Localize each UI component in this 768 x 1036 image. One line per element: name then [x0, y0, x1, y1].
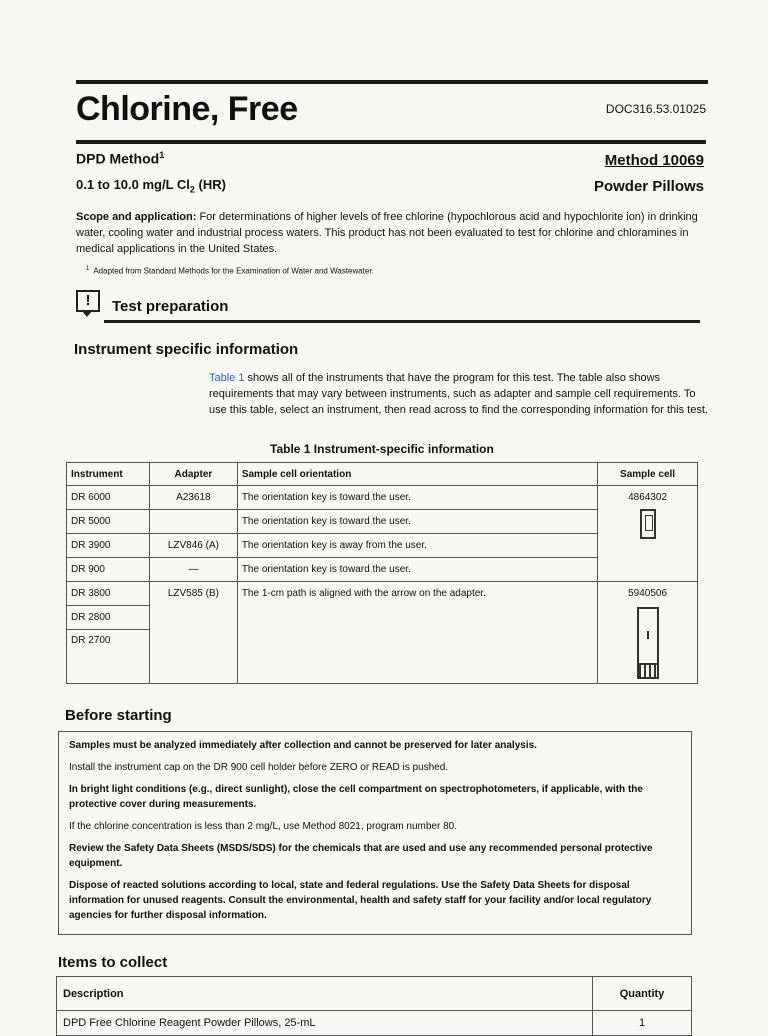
before-item: Review the Safety Data Sheets (MSDS/SDS) for the chemicals that are used and use any recommended personal protective equipment. [69, 843, 653, 869]
orientation-cell: The orientation key is toward the user. [237, 486, 597, 510]
footnote-text: Adapted from Standard Methods for the Examination of Water and Wastewater. [93, 266, 374, 276]
before-item: Samples must be analyzed immediately after collection and cannot be preserved for later analysis. [69, 740, 537, 751]
section-rule [104, 320, 700, 323]
footnote-mark: 1 [86, 266, 90, 272]
measurement-range [76, 177, 226, 195]
table-header-row [67, 463, 698, 486]
column-header-orientation: Sample cell orientation [237, 463, 597, 486]
method-name [76, 150, 164, 167]
adapter-cell [149, 510, 237, 534]
column-header-description: Description [57, 977, 593, 1011]
before-item: Install the instrument cap on the DR 900 cell holder before ZERO or READ is pushed. [69, 762, 449, 773]
method-number: Method 10069 [604, 152, 704, 169]
table-caption: Table 1 Instrument-specific information [270, 442, 494, 456]
method-type: Powder Pillows [593, 178, 704, 195]
sample-cell-1cm-icon [637, 607, 659, 679]
footnote [86, 266, 374, 276]
item-description: DPD Free Chlorine Reagent Powder Pillows, 25-mL [57, 1011, 593, 1036]
column-header-sample-cell: Sample cell [598, 463, 698, 486]
document-code: DOC316.53.01025 [605, 102, 706, 116]
item-quantity: 1 [593, 1011, 692, 1036]
instrument-cell: DR 3900 [67, 534, 150, 558]
section-title-test-preparation: Test preparation [112, 298, 229, 315]
heading-before-starting: Before starting [65, 707, 172, 724]
sample-cell-number: 5940506 [628, 588, 668, 599]
table-row [67, 582, 698, 606]
instrument-cell: DR 5000 [67, 510, 150, 534]
column-header-quantity: Quantity [593, 977, 692, 1011]
adapter-cell: LZV585 (B) [149, 582, 237, 684]
sample-cell-b [598, 582, 698, 684]
adapter-cell: LZV846 (A) [149, 534, 237, 558]
scope-text: For determinations of higher levels of free chlorine (hypochlorous acid and hypochlorite ion) in drinking water, cooling water and industrial process waters. This product has not been evaluated to test for chlorine and chloramines in medical applications in the United States. [76, 211, 698, 255]
scope-paragraph [76, 209, 698, 257]
instrument-intro [209, 370, 709, 418]
orientation-cell: The orientation key is toward the user. [237, 510, 597, 534]
instrument-cell: DR 3800 [67, 582, 150, 606]
adapter-cell: — [149, 558, 237, 582]
before-item: If the chlorine concentration is less than 2 mg/L, use Method 8021, program number 80. [69, 821, 457, 832]
before-starting-box [58, 731, 692, 935]
warning-note-icon: ! [76, 290, 100, 312]
instrument-cell: DR 2700 [67, 630, 150, 684]
header-rule-bottom [76, 140, 706, 144]
heading-items-to-collect: Items to collect [58, 954, 168, 971]
before-item: Dispose of reacted solutions according to local, state and federal regulations. Use the Safety Data Sheets for disposal information for unused reagents. Consult the environmental, health and safety staff for your facility and/or local regulatory agencies for further disposal information. [69, 880, 652, 921]
method-name-text: DPD Method [76, 150, 160, 167]
adapter-cell: A23618 [149, 486, 237, 510]
items-header-row [57, 977, 692, 1011]
orientation-cell: The orientation key is away from the user. [237, 534, 597, 558]
orientation-cell: The orientation key is toward the user. [237, 558, 597, 582]
before-item: In bright light conditions (e.g., direct sunlight), close the cell compartment on spectrophotometers, if applicable, with the protective cover during measurements. [69, 784, 643, 810]
method-footnote-mark: 1 [159, 150, 165, 160]
sample-cell-number: 4864302 [628, 492, 668, 503]
range-suffix: (HR) [194, 177, 226, 192]
column-header-adapter: Adapter [149, 463, 237, 486]
instrument-cell: DR 900 [67, 558, 150, 582]
range-prefix: 0.1 to 10.0 mg/L Cl [76, 177, 190, 192]
items-table [56, 976, 692, 1036]
table-1-link[interactable]: Table 1 [209, 372, 245, 384]
scope-label: Scope and application: [76, 211, 197, 223]
orientation-cell: The 1-cm path is aligned with the arrow on the adapter. [237, 582, 597, 684]
range-subscript: 2 [189, 184, 195, 195]
column-header-instrument: Instrument [67, 463, 150, 486]
sample-cell-vial-icon [640, 509, 656, 539]
page-title: Chlorine, Free [76, 90, 298, 128]
heading-instrument-info: Instrument specific information [74, 341, 299, 358]
instrument-cell: DR 2800 [67, 606, 150, 630]
table-row [67, 486, 698, 510]
instrument-table [66, 462, 698, 684]
sample-cell-a [598, 486, 698, 582]
header-rule-top [76, 80, 708, 84]
table-row [57, 1011, 692, 1036]
instrument-cell: DR 6000 [67, 486, 150, 510]
instrument-intro-text: shows all of the instruments that have the program for this test. The table also shows requirements that may vary between instruments, such as adapter and sample cell requirements. To use this table, select an instrument, then read across to find the corresponding information for this test. [209, 372, 708, 416]
